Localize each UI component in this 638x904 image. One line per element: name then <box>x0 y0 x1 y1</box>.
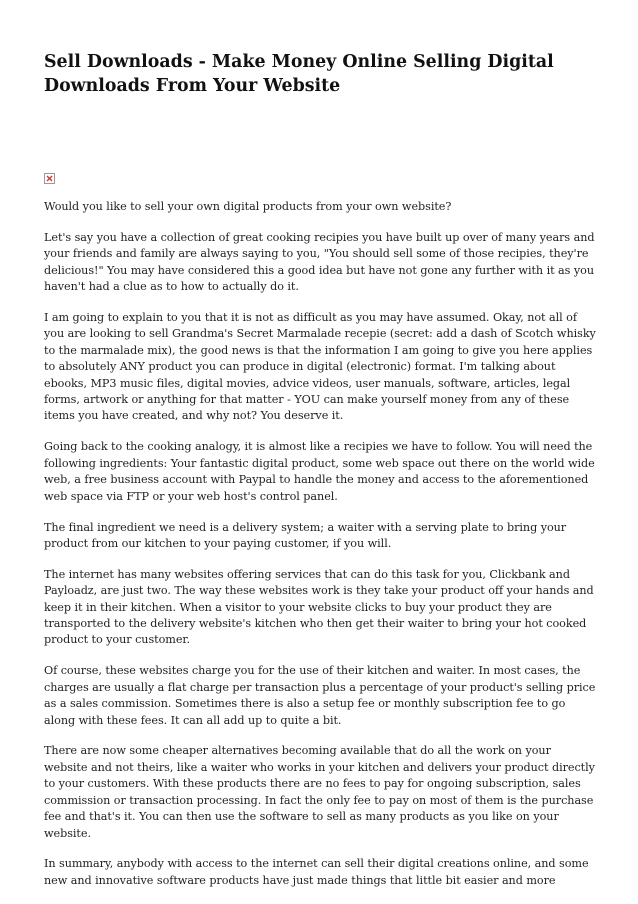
paragraph: Let's say you have a collection of great cooking recipies you have built up over of many years and your friends and family are always saying to you, "You should sell some of those recipies, they're delicious!" You may have considered this a good idea but have not gone any further with it as you haven't had a clue as to how to actually do it. <box>44 230 595 294</box>
broken-image-icon <box>44 173 55 184</box>
paragraph: Would you like to sell your own digital products from your own website? <box>44 200 452 213</box>
paragraph: The internet has many websites offering services that can do this task for you, Clickbank and Payloadz, are just two. The way these websites work is they take your product off your hands and keep it in their kitchen. When a visitor to your website clicks to buy your product they are transported to the delivery website's kitchen who then get their waiter to bring your hot cooked product to your customer. <box>44 567 594 647</box>
paragraph: In summary, anybody with access to the internet can sell their digital creations online, and some new and innovative software products have just made things that little bit easier and more <box>44 857 589 887</box>
paragraph: Of course, these websites charge you for the use of their kitchen and waiter. In most cases, the charges are usually a flat charge per transaction plus a percentage of your product's selling price as a sales commission. Sometimes there is also a setup fee or monthly subscription fee to go along with these fees. It can all add up to quite a bit. <box>44 664 596 727</box>
paragraph: I am going to explain to you that it is not as difficult as you may have assumed. Okay, not all of you are looking to sell Grandma's Secret Marmalade recepie (secret: add a dash of Scotch whisky to the marmalade mix), the good news is that the information I am going to give you here applies to absolutely ANY product you can produce in digital (electronic) format. I'm talking about ebooks, MP3 music files, digital movies, advice videos, user manuals, software, articles, legal forms, artwork or anything for that matter - YOU can make yourself money from any of these items you have created, and why not? You deserve it. <box>44 311 596 423</box>
paragraph: There are now some cheaper alternatives becoming available that do all the work on your website and not theirs, like a waiter who works in your kitchen and delivers your product directly to your customers. With these products there are no fees to pay for ongoing subscription, sales commission or transaction processing. In fact the only fee to pay on most of them is the purchase fee and that's it. You can then use the software to sell as many products as you like on your website. <box>44 744 595 840</box>
page-title: Sell Downloads - Make Money Online Selling Digital Downloads From Your Website <box>44 52 554 96</box>
paragraph: Going back to the cooking analogy, it is almost like a recipies we have to follow. You will need the following ingredients: Your fantastic digital product, some web space out there on the world wide web, a free business account with Paypal to handle the money and access to the aforementioned web space via FTP or your web host's control panel. <box>44 440 595 503</box>
document-page <box>44 50 596 904</box>
paragraph: The final ingredient we need is a delivery system; a waiter with a serving plate to bring your product from our kitchen to your paying customer, if you will. <box>44 520 567 550</box>
